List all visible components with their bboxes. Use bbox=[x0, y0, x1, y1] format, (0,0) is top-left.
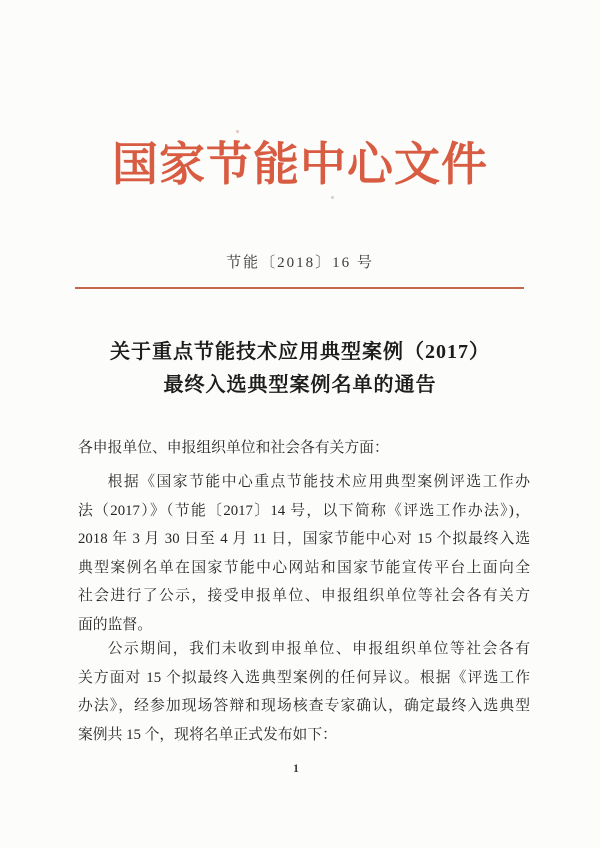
scan-speck bbox=[331, 196, 334, 199]
paragraph-1-line: 2018 年 3 月 30 日至 4 月 11 日，国家节能中心对 15 个拟最终入选 bbox=[78, 531, 530, 547]
document-title-line1: 关于重点节能技术应用典型案例（2017） bbox=[110, 341, 490, 363]
salutation-line: 各申报单位、申报组织单位和社会各有关方面： bbox=[78, 440, 389, 456]
paragraph-1-line: 根据《国家节能中心重点节能技术应用典型案例评选工作办 bbox=[107, 474, 530, 490]
document-title bbox=[0, 336, 600, 402]
salutation bbox=[78, 434, 530, 463]
paragraph-1-line: 法（2017）》（节能〔2017〕14 号，以下简称《评选工作办法》)， bbox=[78, 502, 530, 519]
paragraph-1-line: 典型案例名单在国家节能中心网站和国家节能宣传平台上面向全 bbox=[78, 559, 530, 576]
paragraph-2 bbox=[78, 635, 530, 749]
paragraph-2-line: 办法》，经参加现场答辩和现场核查专家确认，确定最终入选典型 bbox=[78, 698, 530, 714]
paragraph-2-line: 案例共 15 个，现将名单正式发布如下： bbox=[78, 726, 337, 743]
paragraph-1-line: 面的监督。 bbox=[78, 616, 152, 633]
page-number: 1 bbox=[293, 763, 299, 775]
document-number: 节能〔2018〕16 号 bbox=[226, 255, 374, 271]
paragraph-2-line: 公示期间，我们未收到申报单位、申报组织单位等社会各有 bbox=[107, 641, 530, 657]
document-title-line2: 最终入选典型案例名单的通告 bbox=[163, 374, 437, 396]
header-divider-rule bbox=[75, 287, 524, 289]
paragraph-1-line: 社会进行了公示，接受申报单位、申报组织单位等社会各有关方 bbox=[78, 588, 530, 604]
document-header-title: 国家节能中心文件 bbox=[112, 139, 488, 190]
paragraph-1 bbox=[78, 468, 530, 639]
paragraph-2-line: 关方面对 15 个拟最终入选典型案例的任何异议。根据《评选工作 bbox=[78, 669, 530, 686]
scan-speck bbox=[236, 130, 239, 133]
